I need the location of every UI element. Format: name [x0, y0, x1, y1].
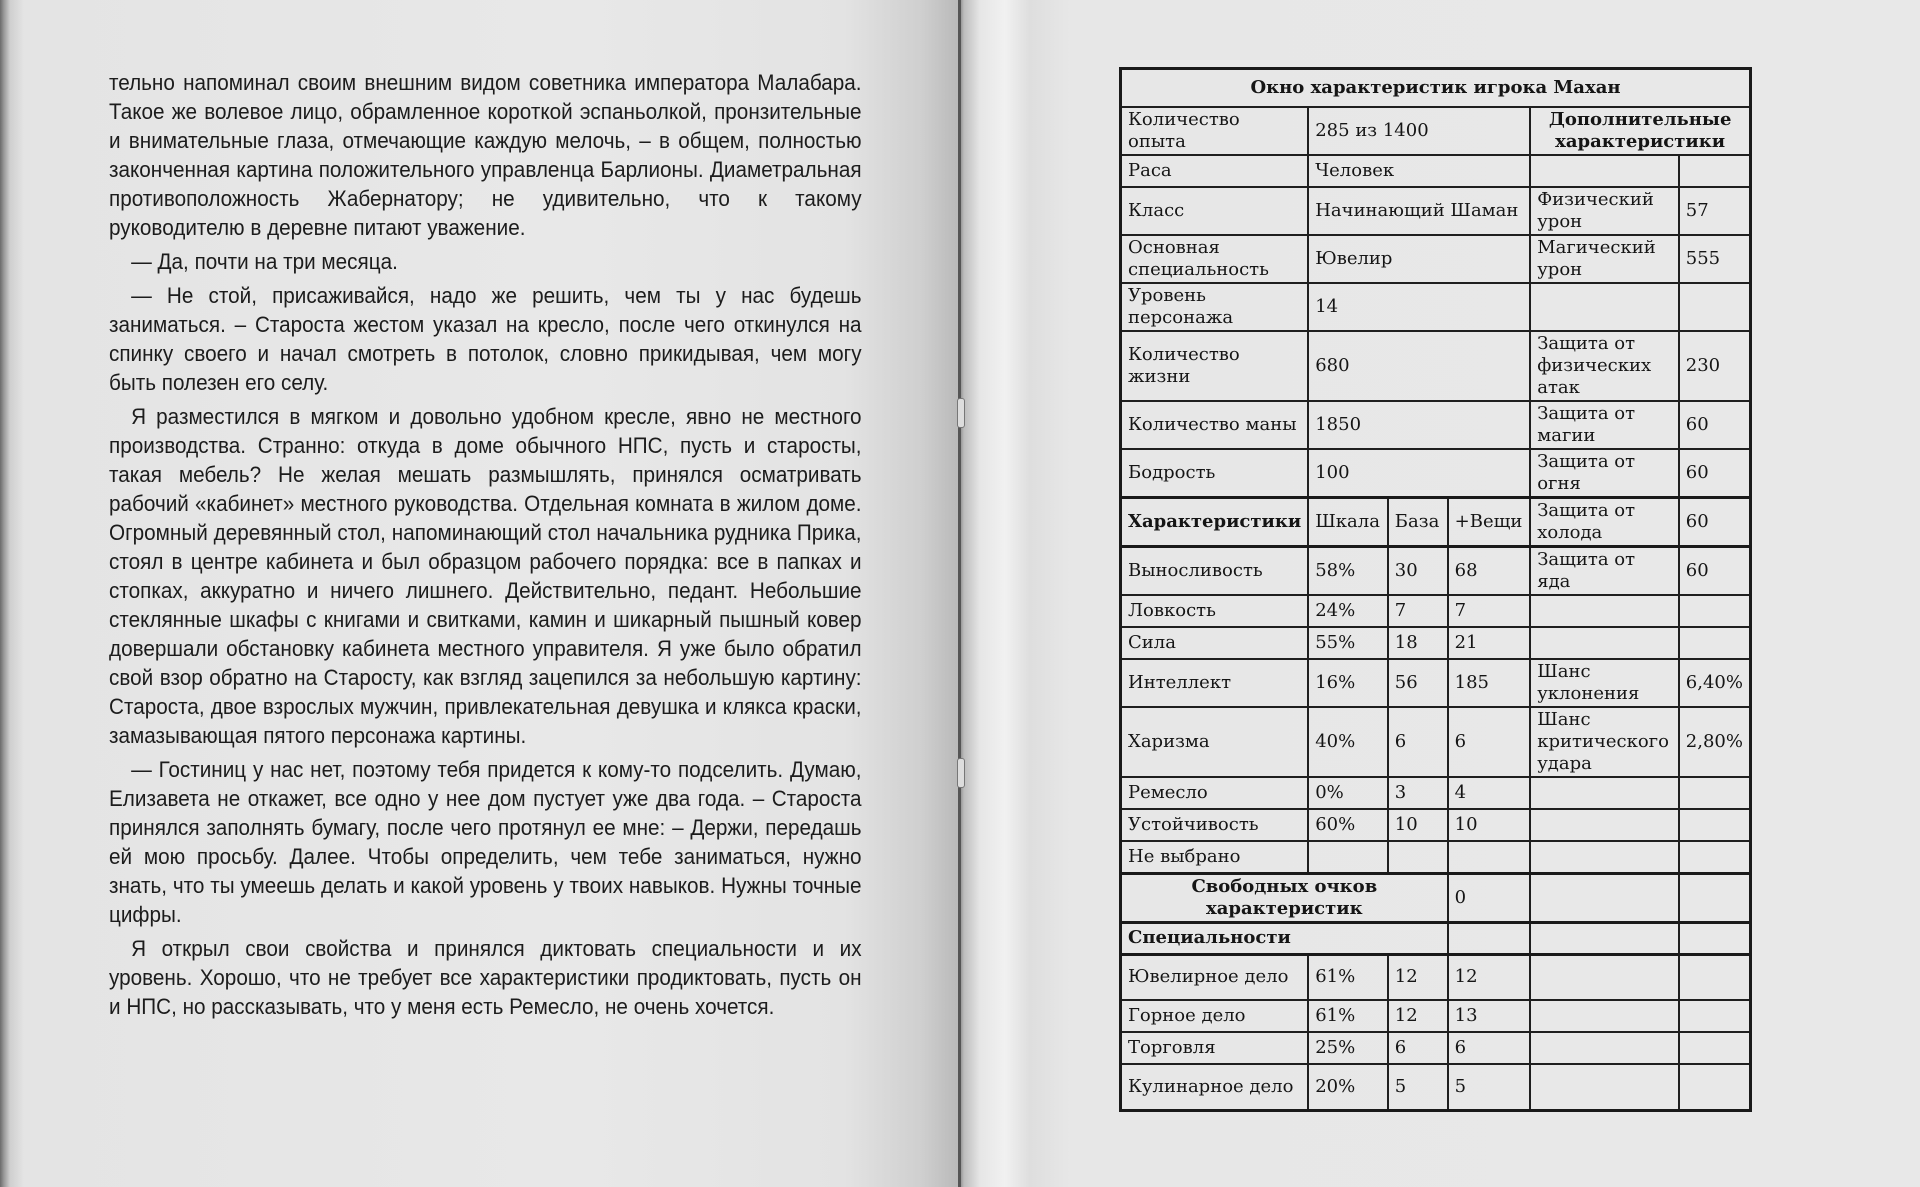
attribute-base: 30 [1388, 547, 1448, 596]
attribute-name: Харизма [1121, 707, 1309, 777]
attribute-scale: 40% [1308, 707, 1388, 777]
extra-label [1530, 809, 1679, 841]
extra-label: Защита от огня [1530, 449, 1679, 498]
specialty-base: 12 [1388, 954, 1448, 1000]
attribute-base: 18 [1388, 627, 1448, 659]
attribute-name: Ремесло [1121, 777, 1309, 809]
empty-cell [1679, 1032, 1751, 1064]
row-value: 680 [1308, 331, 1530, 401]
extra-label [1530, 777, 1679, 809]
paragraph: Я разместился в мягком и довольно удобном кресле, явно не местного производства. Странно: откуда в доме обычного НПС, пусть и старосты, такая мебель? Не желая мешать размышлять, принялся осматривать рабочий «кабинет» местного руководства. Отдельная комната в жилом доме. Огромный деревянный стол, напоминающий стол начальника рудника Прика, стоял в центре кабинета и был образцом рабочего порядка: все в папках и стопках, аккуратно и ничего лишнего. Действительно, педант. Небольшие стеклянные шкафы с книгами и свитками, камин и шикарный пышный ковер довершали обстановку кабинета местного управителя. Я уже было обратил свой взор обратно на Старосту, как взгляд зацепился за небольшую картину: Староста, двое взрослых мужчин, привлекательная девушка и клякса краски, замазывающая пятого персонажа картины. [109, 404, 862, 748]
extra-value [1679, 841, 1751, 873]
specialty-scale: 20% [1308, 1064, 1388, 1110]
attribute-name: Интеллект [1121, 659, 1309, 707]
specialty-name: Кулинарное дело [1121, 1064, 1309, 1110]
empty-cell [1530, 873, 1679, 922]
extra-label: Физический урон [1530, 187, 1679, 235]
attribute-scale: 58% [1308, 547, 1388, 596]
empty-cell [1679, 954, 1751, 1000]
attribute-row [1121, 595, 1751, 627]
attribute-name: Сила [1121, 627, 1309, 659]
attribute-scale: 60% [1308, 809, 1388, 841]
extra-value: 60 [1679, 547, 1751, 596]
extra-value [1679, 809, 1751, 841]
extra-stats-header: Дополнительные характеристики [1530, 107, 1750, 155]
extra-value: 60 [1679, 449, 1751, 498]
table-row [1121, 187, 1751, 235]
empty-cell [1679, 922, 1751, 954]
specialty-name: Ювелирное дело [1121, 954, 1309, 1000]
extra-label [1530, 283, 1679, 331]
attribute-name: Выносливость [1121, 547, 1309, 596]
attribute-row [1121, 547, 1751, 596]
items-header: +Вещи [1448, 498, 1531, 547]
row-label: Количество маны [1121, 401, 1309, 449]
left-page-text [109, 68, 862, 1026]
book-spine [958, 0, 961, 1187]
table-row [1121, 449, 1751, 498]
extra-label: Шанс уклонения [1530, 659, 1679, 707]
attributes-header: Характеристики [1121, 498, 1309, 547]
table-row [1121, 331, 1751, 401]
free-points-value: 0 [1448, 873, 1531, 922]
attribute-base: 7 [1388, 595, 1448, 627]
attribute-base: 56 [1388, 659, 1448, 707]
row-value: Человек [1308, 155, 1530, 187]
table-row [1121, 283, 1751, 331]
attribute-scale [1308, 841, 1388, 873]
extra-value: 60 [1679, 498, 1751, 547]
specialty-scale: 61% [1308, 1000, 1388, 1032]
empty-cell [1530, 1000, 1679, 1032]
extra-value: 230 [1679, 331, 1751, 401]
extra-label: Защита от холода [1530, 498, 1679, 547]
empty-cell [1679, 873, 1751, 922]
attributes-header-row [1121, 498, 1751, 547]
extra-label: Магический урон [1530, 235, 1679, 283]
specialty-base: 12 [1388, 1000, 1448, 1032]
extra-label: Шанс критического удара [1530, 707, 1679, 777]
empty-cell [1679, 1000, 1751, 1032]
attribute-items: 185 [1448, 659, 1531, 707]
specialties-header: Специальности [1121, 922, 1448, 954]
attribute-items [1448, 841, 1531, 873]
attribute-row [1121, 627, 1751, 659]
specialties-header-row [1121, 922, 1751, 954]
row-label: Класс [1121, 187, 1309, 235]
specialty-scale: 25% [1308, 1032, 1388, 1064]
empty-cell [1448, 922, 1531, 954]
attribute-scale: 16% [1308, 659, 1388, 707]
extra-label [1530, 627, 1679, 659]
table-row [1121, 235, 1751, 283]
attribute-scale: 0% [1308, 777, 1388, 809]
page-clip [957, 758, 965, 788]
empty-cell [1679, 1064, 1751, 1110]
row-value: Начинающий Шаман [1308, 187, 1530, 235]
table-row [1121, 107, 1751, 155]
specialty-items: 5 [1448, 1064, 1531, 1110]
row-label: Бодрость [1121, 449, 1309, 498]
attribute-items: 4 [1448, 777, 1531, 809]
paragraph: — Не стой, присаживайся, надо же решить, чем ты у нас будешь заниматься. – Староста жестом указал на кресло, после чего откинулся на спинку своего и начал смотреть в потолок, словно прикидывая, чем могу быть полезен его селу. [109, 283, 862, 395]
row-value: 285 из 1400 [1308, 107, 1530, 155]
specialty-row [1121, 1064, 1751, 1110]
attribute-row [1121, 809, 1751, 841]
table-title-row [1121, 69, 1751, 108]
specialty-base: 6 [1388, 1032, 1448, 1064]
attribute-base: 3 [1388, 777, 1448, 809]
page-clip [957, 398, 965, 428]
paragraph: — Да, почти на три месяца. [131, 249, 398, 274]
specialty-items: 13 [1448, 1000, 1531, 1032]
row-label: Количество опыта [1121, 107, 1309, 155]
specialty-base: 5 [1388, 1064, 1448, 1110]
row-label: Основная специальность [1121, 235, 1309, 283]
attribute-base [1388, 841, 1448, 873]
row-label: Раса [1121, 155, 1309, 187]
specialty-scale: 61% [1308, 954, 1388, 1000]
attribute-base: 6 [1388, 707, 1448, 777]
row-label: Уровень персонажа [1121, 283, 1309, 331]
empty-cell [1530, 1064, 1679, 1110]
specialty-items: 6 [1448, 1032, 1531, 1064]
table-title: Окно характеристик игрока Махан [1121, 69, 1751, 108]
table-row [1121, 401, 1751, 449]
attribute-items: 68 [1448, 547, 1531, 596]
extra-value [1679, 595, 1751, 627]
attribute-name: Устойчивость [1121, 809, 1309, 841]
attribute-name: Не выбрано [1121, 841, 1309, 873]
extra-label [1530, 155, 1679, 187]
free-points-row [1121, 873, 1751, 922]
specialty-items: 12 [1448, 954, 1531, 1000]
attribute-items: 21 [1448, 627, 1531, 659]
extra-label [1530, 841, 1679, 873]
row-value: 100 [1308, 449, 1530, 498]
extra-value [1679, 155, 1751, 187]
empty-cell [1530, 1032, 1679, 1064]
empty-cell [1530, 922, 1679, 954]
row-value: 1850 [1308, 401, 1530, 449]
character-stats-table [1119, 67, 1752, 1112]
paragraph: — Гостиниц у нас нет, поэтому тебя придется к кому-то подселить. Думаю, Елизавета не откажет, все одно у нее дом пустует уже два года. – Староста принялся заполнять бумагу, после чего протянул ее мне: – Держи, передашь ей мою просьбу. Далее. Чтобы определить, чем тебе заниматься, нужно знать, что ты умеешь делать и какой уровень у твоих навыков. Нужны точные цифры. [109, 757, 862, 927]
base-header: База [1388, 498, 1448, 547]
row-label: Количество жизни [1121, 331, 1309, 401]
attribute-items: 7 [1448, 595, 1531, 627]
table-row [1121, 155, 1751, 187]
extra-label: Защита от физических атак [1530, 331, 1679, 401]
attribute-row [1121, 707, 1751, 777]
extra-label: Защита от магии [1530, 401, 1679, 449]
extra-value: 2,80% [1679, 707, 1751, 777]
specialty-name: Горное дело [1121, 1000, 1309, 1032]
extra-value: 57 [1679, 187, 1751, 235]
extra-value [1679, 283, 1751, 331]
attribute-base: 10 [1388, 809, 1448, 841]
extra-value: 60 [1679, 401, 1751, 449]
extra-value [1679, 627, 1751, 659]
attribute-items: 10 [1448, 809, 1531, 841]
extra-label [1530, 595, 1679, 627]
attribute-row [1121, 659, 1751, 707]
paragraph: тельно напоминал своим внешним видом советника императора Малабара. Такое же волевое лицо, обрамленное короткой эспаньолкой, пронзительные и внимательные глаза, отмечающие каждую мелочь, – в общем, полностью законченная картина положительного управленца Барлионы. Диаметральная противоположность Жабернатору; не удивительно, что к такому руководителю в деревне питают уважение. [109, 70, 862, 240]
attribute-scale: 24% [1308, 595, 1388, 627]
attribute-row [1121, 777, 1751, 809]
scale-header: Шкала [1308, 498, 1388, 547]
specialty-row [1121, 1000, 1751, 1032]
extra-value: 555 [1679, 235, 1751, 283]
paragraph: Я открыл свои свойства и принялся диктовать специальности и их уровень. Хорошо, что не требует все характеристики продиктовать, пусть он и НПС, но рассказывать, что у меня есть Ремесло, не очень хочется. [109, 936, 862, 1019]
extra-label: Защита от яда [1530, 547, 1679, 596]
row-value: 14 [1308, 283, 1530, 331]
free-points-label: Свободных очков характеристик [1121, 873, 1448, 922]
extra-value [1679, 777, 1751, 809]
specialty-row [1121, 1032, 1751, 1064]
empty-cell [1530, 954, 1679, 1000]
attribute-items: 6 [1448, 707, 1531, 777]
attribute-row [1121, 841, 1751, 873]
specialty-name: Торговля [1121, 1032, 1309, 1064]
specialty-row [1121, 954, 1751, 1000]
attribute-name: Ловкость [1121, 595, 1309, 627]
attribute-scale: 55% [1308, 627, 1388, 659]
row-value: Ювелир [1308, 235, 1530, 283]
extra-value: 6,40% [1679, 659, 1751, 707]
